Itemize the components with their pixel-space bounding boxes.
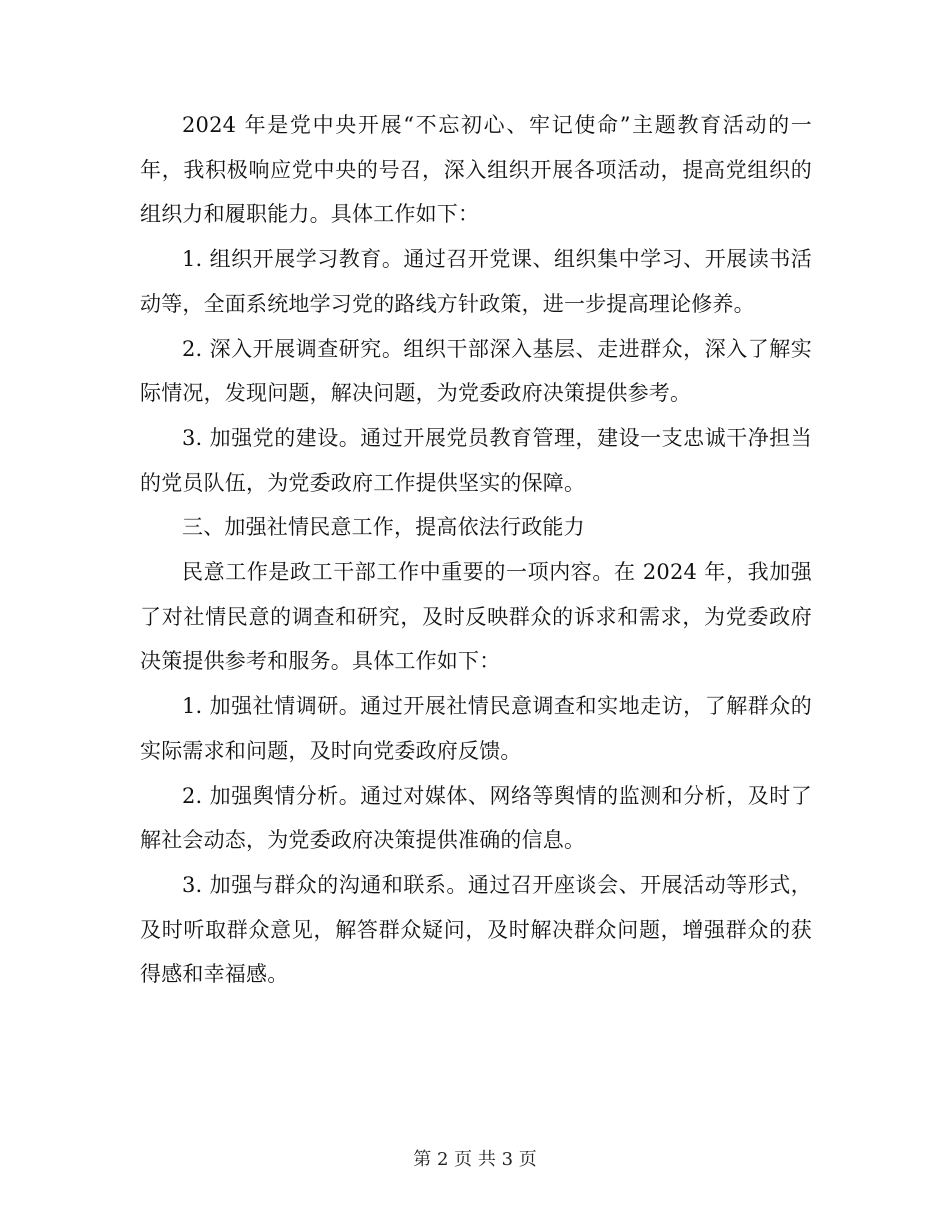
page-number-footer: 第 2 页 共 3 页 — [413, 1149, 537, 1170]
paragraph-item-communication: 3. 加强与群众的沟通和联系。通过召开座谈会、开展活动等形式，及时听取群众意见，解答群众疑问，及时解决群众问题，增强群众的获得感和幸福感。 — [140, 872, 812, 987]
paragraph-item-party-building: 3. 加强党的建设。通过开展党员教育管理，建设一支忠诚干净担当的党员队伍，为党委政府工作提供坚实的保障。 — [140, 425, 812, 495]
paragraph-item-study: 1. 组织开展学习教育。通过召开党课、组织集中学习、开展读书活动等，全面系统地学习党的路线方针政策，进一步提高理论修养。 — [140, 247, 812, 316]
paragraph-item-research: 2. 深入开展调查研究。组织干部深入基层、走进群众，深入了解实际情况，发现问题，解决问题，为党委政府决策提供参考。 — [140, 336, 812, 406]
section-heading-3: 三、加强社情民意工作，提高依法行政能力 — [182, 515, 585, 540]
paragraph-item-sentiment-analysis: 2. 加强舆情分析。通过对媒体、网络等舆情的监测和分析，及时了解社会动态，为党委政府决策提供准确的信息。 — [140, 783, 812, 853]
paragraph-intro: 2024 年是党中央开展“不忘初心、牢记使命”主题教育活动的一年，我积极响应党中央的号召，深入组织开展各项活动，提高党组织的组织力和履职能力。具体工作如下： — [140, 113, 812, 227]
paragraph-item-survey: 1. 加强社情调研。通过开展社情民意调查和实地走访，了解群众的实际需求和问题，及时向党委政府反馈。 — [140, 694, 812, 763]
paragraph-public-opinion-intro: 民意工作是政工干部工作中重要的一项内容。在 2024 年，我加强了对社情民意的调查和研究，及时反映群众的诉求和需求，为党委政府决策提供参考和服务。具体工作如下： — [140, 560, 812, 674]
document-body — [140, 103, 812, 997]
